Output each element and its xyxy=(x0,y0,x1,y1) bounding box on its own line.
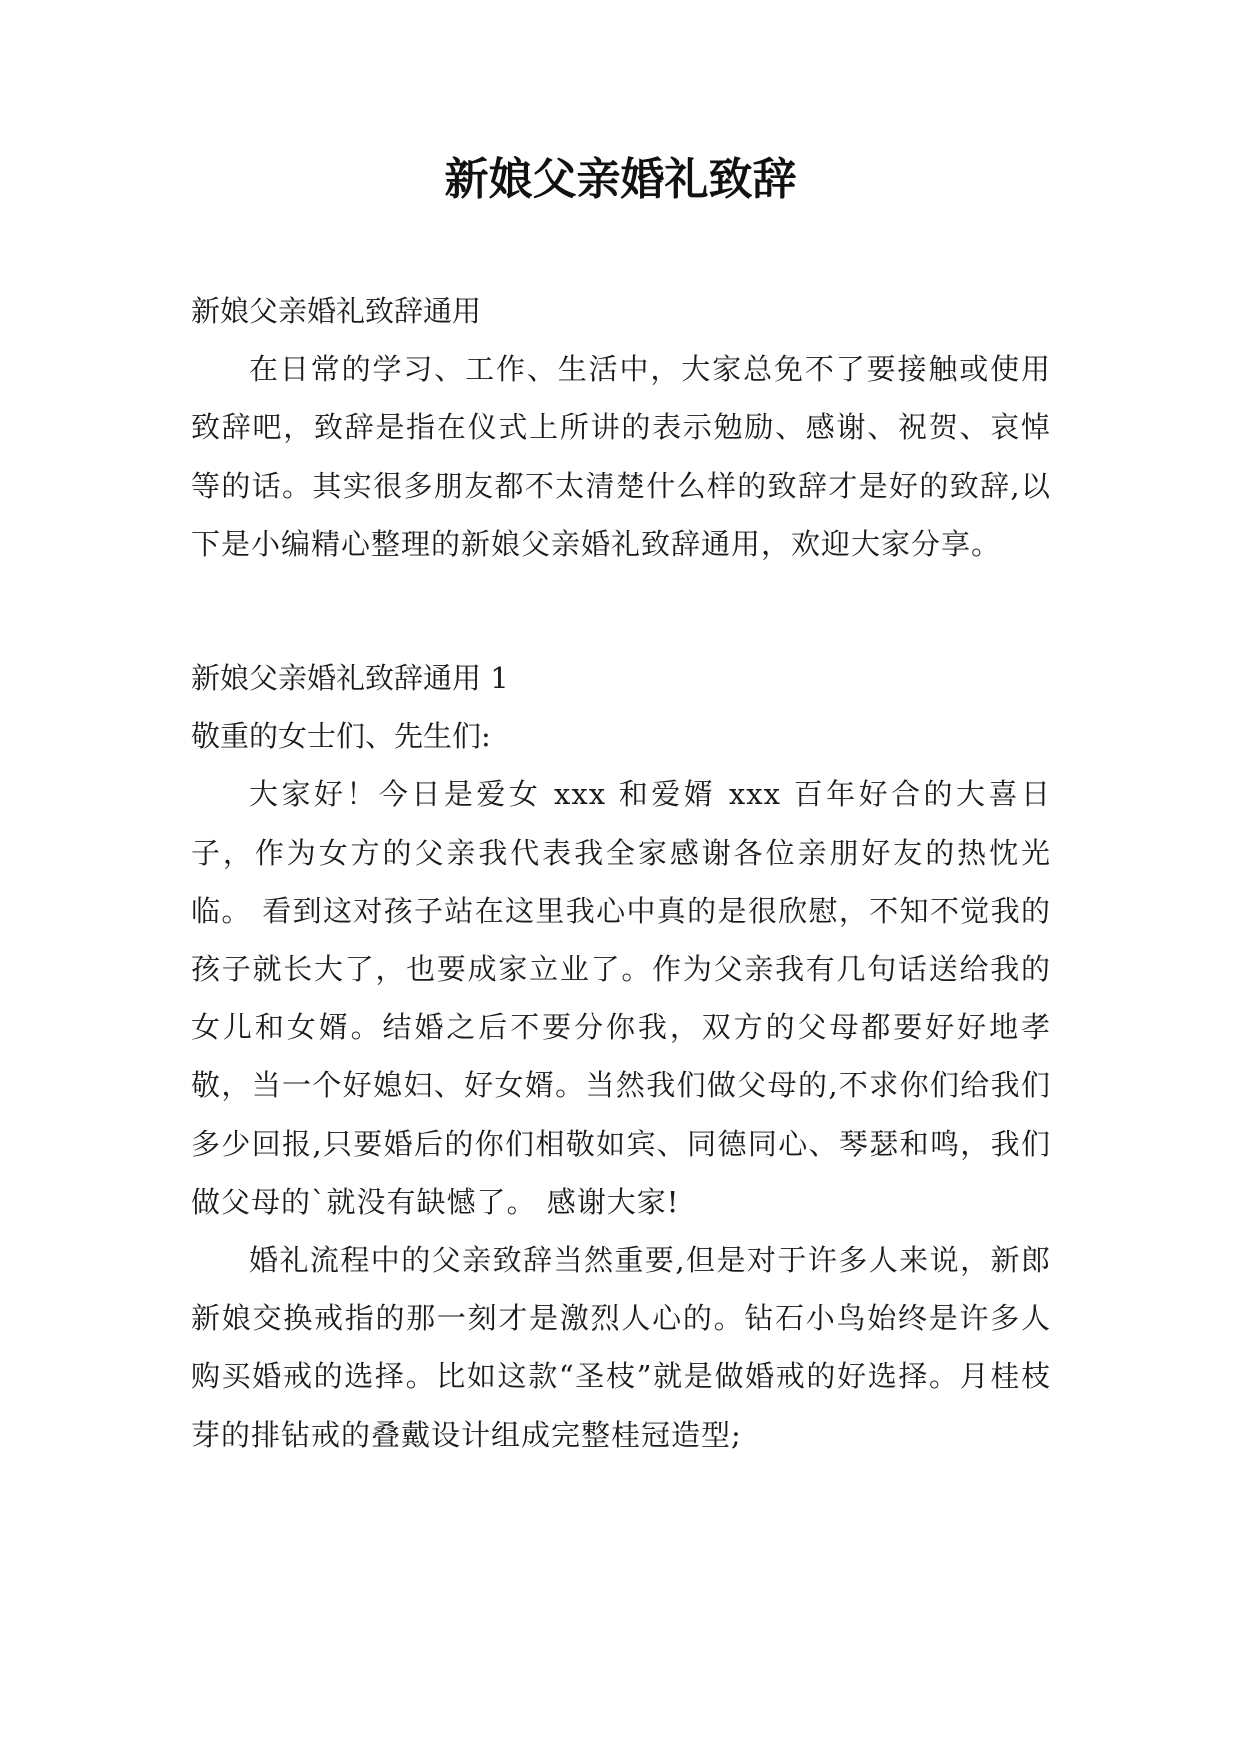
document-body xyxy=(191,282,1051,1464)
section-heading: 新娘父亲婚礼致辞通用 1 xyxy=(191,661,509,695)
intro-paragraph: 在日常的学习、工作、生活中，大家总免不了要接触或使用致辞吧，致辞是指在仪式上所讲的表示勉励、感谢、祝贺、哀悼等的话。其实很多朋友都不太清楚什么样的致辞才是好的致辞,以下是小编精心整理的新娘父亲婚礼致辞通用，欢迎大家分享。 xyxy=(191,352,1051,561)
section-spacer xyxy=(191,573,1051,631)
closing-paragraph: 婚礼流程中的父亲致辞当然重要,但是对于许多人来说，新郎新娘交换戒指的那一刻才是激烈人心的。钻石小鸟始终是许多人购买婚戒的选择。比如这款“圣枝”就是做婚戒的好选择。月桂枝芽的排钻戒的叠戴设计组成完整桂冠造型; xyxy=(191,1243,1051,1452)
document-title: 新娘父亲婚礼致辞 xyxy=(444,154,797,205)
section-spacer-small xyxy=(191,631,1051,649)
document-subtitle: 新娘父亲婚礼致辞通用 xyxy=(191,294,482,328)
speech-paragraph: 大家好！今日是爱女 xxx 和爱婿 xxx 百年好合的大喜日子，作为女方的父亲我代表我全家感谢各位亲朋好友的热忱光临。 看到这对孩子站在这里我心中真的是很欣慰，不知不觉我的孩子就长大了，也要成家立业了。作为父亲我有几句话送给我的女儿和女婿。结婚之后不要分你我，双方的父母都要好好地孝敬，当一个好媳妇、好女婿。当然我们做父母的,不求你们给我们多少回报,只要婚后的你们相敬如宾、同德同心、琴瑟和鸣，我们做父母的`就没有缺憾了。 感谢大家! xyxy=(191,777,1051,1219)
salutation: 敬重的女士们、先生们: xyxy=(191,719,491,754)
